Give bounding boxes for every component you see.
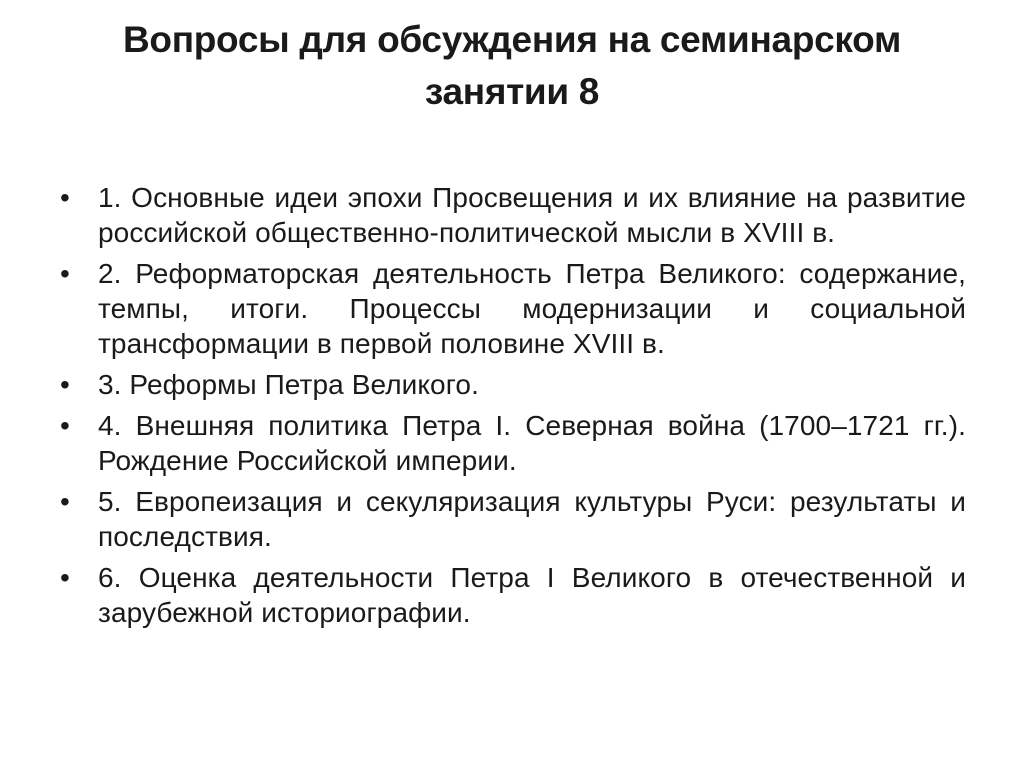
question-text-4: 4. Внешняя политика Петра I. Северная война (1700–1721 гг.). Рождение Российской империи.	[98, 410, 966, 476]
question-list	[60, 180, 966, 636]
bullet-icon: •	[60, 258, 70, 289]
question-text-1: 1. Основные идеи эпохи Просвещения и их влияние на развитие российской общественно-политической мысли в XVIII в.	[98, 182, 966, 248]
question-item-6	[60, 560, 966, 630]
bullet-icon: •	[60, 182, 70, 213]
slide-title-line-2: занятии 8	[424, 71, 600, 112]
question-text-5: 5. Европеизация и секуляризация культуры Руси: результаты и последствия.	[98, 486, 966, 552]
question-item-4	[60, 408, 966, 478]
slide-title-line-1: Вопросы для обсуждения на семинарском	[122, 19, 902, 60]
question-text-6: 6. Оценка деятельности Петра I Великого в отечественной и зарубежной историографии.	[98, 562, 966, 628]
question-item-5	[60, 484, 966, 554]
bullet-icon: •	[60, 486, 70, 517]
slide-title	[60, 14, 964, 118]
question-text-2: 2. Реформаторская деятельность Петра Великого: содержание, темпы, итоги. Процессы модернизации и социальной трансформации в первой половине XVIII в.	[98, 258, 966, 359]
bullet-icon: •	[60, 369, 70, 400]
question-item-3	[60, 367, 966, 402]
question-item-1	[60, 180, 966, 250]
question-text-3: 3. Реформы Петра Великого.	[98, 369, 479, 400]
bullet-icon: •	[60, 410, 70, 441]
question-item-2	[60, 256, 966, 361]
bullet-icon: •	[60, 562, 70, 593]
